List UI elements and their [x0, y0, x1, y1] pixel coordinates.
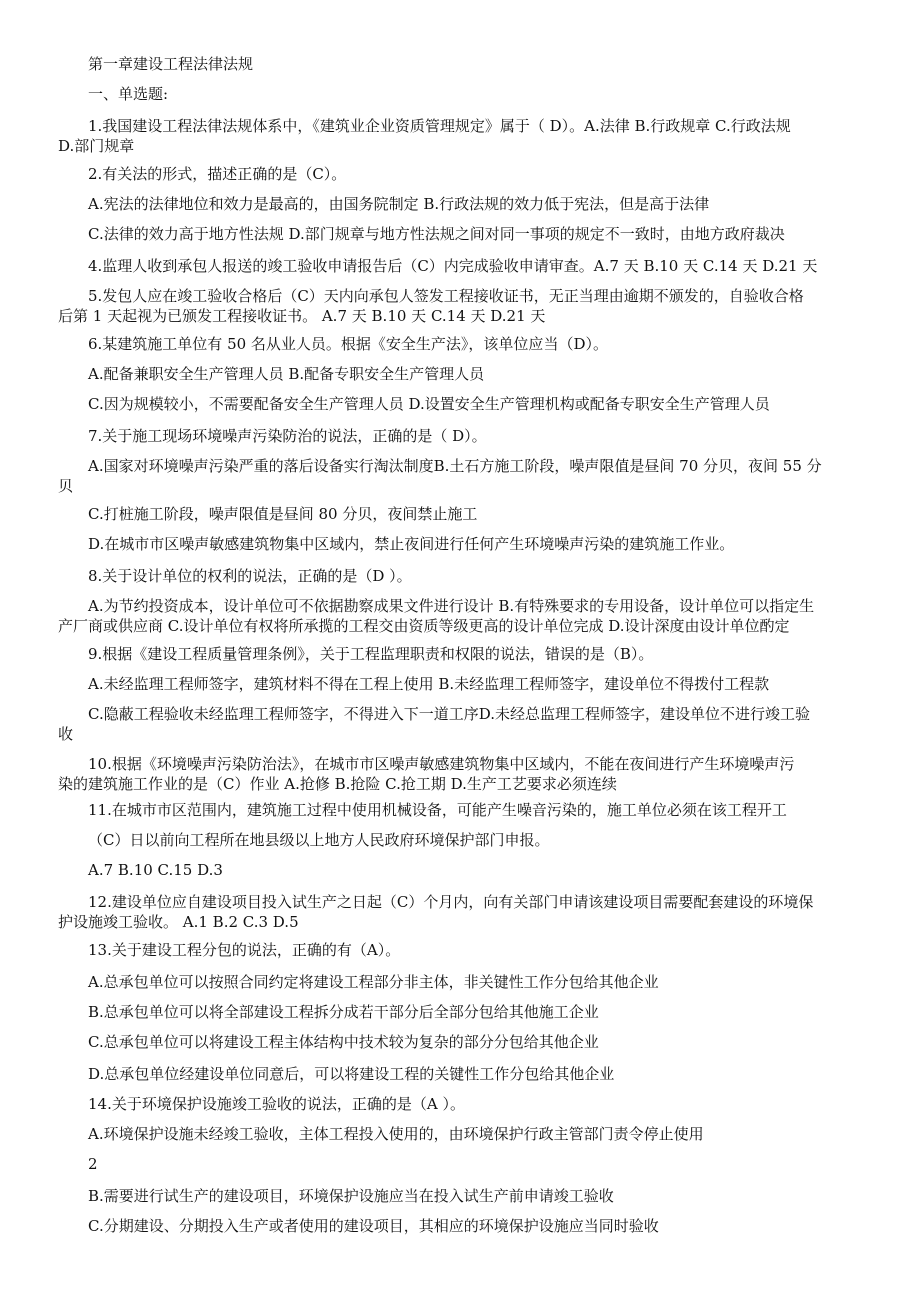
- paragraph-line: C.打桩施工阶段，噪声限值是昼间 80 分贝，夜间禁止施工: [88, 505, 478, 523]
- paragraph-line: C.法律的效力高于地方性法规 D.部门规章与地方性法规之间对同一事项的规定不一致时，由地方政府裁决: [88, 225, 785, 243]
- paragraph-line: 11.在城市市区范围内，建筑施工过程中使用机械设备，可能产生噪音污染的，施工单位必须在该工程开工: [88, 801, 787, 819]
- paragraph: [88, 364, 484, 384]
- paragraph: [88, 1064, 614, 1084]
- paragraph-line: B.总承包单位可以将全部建设工程拆分成若干部分后全部分包给其他施工企业: [88, 1003, 599, 1021]
- paragraph: [88, 940, 400, 960]
- paragraph-line: （C）日以前向工程所在地县级以上地方人民政府环境保护部门申报。: [88, 831, 550, 849]
- paragraph: [88, 830, 549, 850]
- paragraph-line: C.分期建设、分期投入生产或者使用的建设项目，其相应的环境保护设施应当同时验收: [88, 1217, 659, 1235]
- paragraph-line: 2: [88, 1155, 98, 1173]
- paragraph-line: C.总承包单位可以将建设工程主体结构中技术较为复杂的部分分包给其他企业: [88, 1033, 599, 1051]
- paragraph-continuation-line: 产厂商或供应商 C.设计单位有权将所承揽的工程交由资质等级更高的设计单位完成 D.设计深度由设计单位酌定: [58, 617, 790, 635]
- paragraph-line: A.总承包单位可以按照合同约定将建设工程部分非主体，非关键性工作分包给其他企业: [88, 973, 659, 991]
- paragraph: [88, 194, 709, 214]
- paragraph-line: D.总承包单位经建设单位同意后，可以将建设工程的关键性工作分包给其他企业: [88, 1065, 615, 1083]
- paragraph: [88, 394, 770, 414]
- paragraph: [88, 256, 817, 276]
- paragraph-line: A.为节约投资成本，设计单位可不依据勘察成果文件进行设计 B.有特殊要求的专用设备，设计单位可以指定生: [88, 597, 815, 615]
- paragraph-line: D.在城市市区噪声敏感建筑物集中区域内，禁止夜间进行任何产生环境噪声污染的建筑施工作业。: [88, 535, 735, 553]
- paragraph-line: 8.关于设计单位的权利的说法，正确的是（D ）。: [88, 567, 412, 585]
- paragraph-line: B.需要进行试生产的建设项目，环境保护设施应当在投入试生产前申请竣工验收: [88, 1187, 614, 1205]
- paragraph-line: A.环境保护设施未经竣工验收，主体工程投入使用的，由环境保护行政主管部门责令停止使用: [88, 1125, 704, 1143]
- paragraph-line: 5.发包人应在竣工验收合格后（C）天内向承包人签发工程接收证书，无正当理由逾期不颁发的，自验收合格: [88, 287, 804, 305]
- paragraph: [88, 566, 412, 586]
- chapter-title: [88, 54, 253, 74]
- section-title-text: 一、单选题:: [88, 85, 169, 103]
- paragraph: [58, 704, 810, 744]
- paragraph: [88, 1002, 599, 1022]
- paragraph-line: 9.根据《建设工程质量管理条例》，关于工程监理职责和权限的说法，错误的是（B）。: [88, 645, 654, 663]
- paragraph: [88, 972, 659, 992]
- paragraph-continuation-line: 护设施竣工验收。 A.1 B.2 C.3 D.5: [58, 913, 299, 931]
- paragraph: [88, 674, 769, 694]
- paragraph: [88, 334, 608, 354]
- paragraph: [88, 860, 223, 880]
- paragraph: [88, 644, 653, 664]
- paragraph-continuation-line: 后第 1 天起视为已颁发工程接收证书。 A.7 天 B.10 天 C.14 天 D.21 天: [58, 307, 546, 325]
- chapter-title-text: 第一章建设工程法律法规: [88, 55, 254, 73]
- paragraph: [58, 892, 814, 932]
- paragraph-line: 14.关于环境保护设施竣工验收的说法，正确的是（A ）。: [88, 1095, 465, 1113]
- paragraph-line: 1.我国建设工程法律法规体系中，《建筑业企业资质管理规定》属于（ D）。A.法律 B.行政规章 C.行政法规: [88, 117, 791, 135]
- paragraph-line: C.因为规模较小，不需要配备安全生产管理人员 D.设置安全生产管理机构或配备专职安全生产管理人员: [88, 395, 770, 413]
- paragraph-line: 6.某建筑施工单位有 50 名从业人员。根据《安全生产法》，该单位应当（D）。: [88, 335, 608, 353]
- paragraph: [58, 116, 791, 156]
- paragraph: [88, 534, 734, 554]
- paragraph-line: C.隐蔽工程验收未经监理工程师签字，不得进入下一道工序D.未经总监理工程师签字，建设单位不进行竣工验: [88, 705, 810, 723]
- paragraph: [58, 456, 822, 496]
- paragraph: [88, 1094, 465, 1114]
- paragraph: [88, 800, 787, 820]
- paragraph: [88, 426, 487, 446]
- paragraph-continuation-line: 贝: [58, 477, 74, 495]
- paragraph-line: A.未经监理工程师签字，建筑材料不得在工程上使用 B.未经监理工程师签字，建设单位不得拨付工程款: [88, 675, 770, 693]
- paragraph: [58, 286, 804, 326]
- paragraph-line: 10.根据《环境噪声污染防治法》，在城市市区噪声敏感建筑物集中区域内，不能在夜间进行产生环境噪声污: [88, 755, 795, 773]
- paragraph: [58, 754, 795, 794]
- paragraph: [88, 504, 477, 524]
- paragraph-continuation-line: 收: [58, 725, 74, 743]
- paragraph: [88, 1216, 659, 1236]
- paragraph: [88, 1154, 98, 1174]
- paragraph-line: 12.建设单位应自建设项目投入试生产之日起（C）个月内，向有关部门申请该建设项目需要配套建设的环境保: [88, 893, 814, 911]
- section-title: [88, 84, 168, 104]
- paragraph-line: A.7 B.10 C.15 D.3: [88, 861, 223, 879]
- paragraph: [88, 164, 346, 184]
- paragraph: [88, 1124, 704, 1144]
- paragraph: [88, 1032, 599, 1052]
- paragraph-line: A.国家对环境噪声污染严重的落后设备实行淘汰制度B.土石方施工阶段，噪声限值是昼间 70 分贝，夜间 55 分: [88, 457, 822, 475]
- paragraph-line: A.宪法的法律地位和效力是最高的，由国务院制定 B.行政法规的效力低于宪法，但是高于法律: [88, 195, 710, 213]
- paragraph: [58, 596, 815, 636]
- paragraph-line: 4.监理人收到承包人报送的竣工验收申请报告后（C）内完成验收申请审查。A.7 天 B.10 天 C.14 天 D.21 天: [88, 257, 818, 275]
- paragraph: [88, 1186, 614, 1206]
- paragraph-line: 13.关于建设工程分包的说法，正确的有（A）。: [88, 941, 401, 959]
- paragraph-line: 2.有关法的形式，描述正确的是（C）。: [88, 165, 347, 183]
- paragraph-continuation-line: 染的建筑施工作业的是（C）作业 A.抢修 B.抢险 C.抢工期 D.生产工艺要求必须连续: [58, 775, 617, 793]
- paragraph-line: A.配备兼职安全生产管理人员 B.配备专职安全生产管理人员: [88, 365, 485, 383]
- paragraph: [88, 224, 785, 244]
- paragraph-continuation-line: D.部门规章: [58, 137, 135, 155]
- paragraph-line: 7.关于施工现场环境噪声污染防治的说法，正确的是（ D）。: [88, 427, 487, 445]
